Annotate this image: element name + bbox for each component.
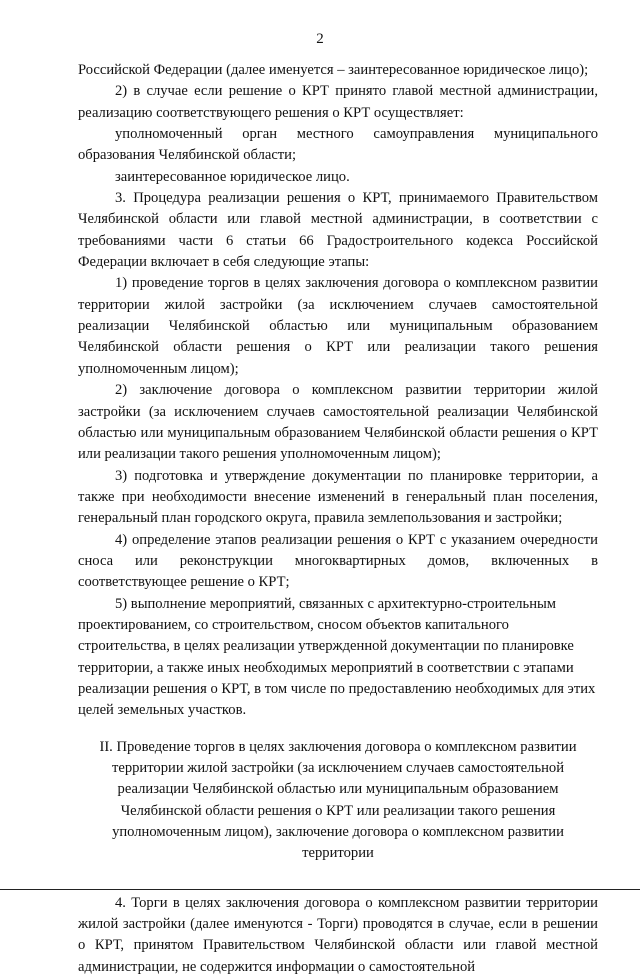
page-bottom-border — [0, 889, 640, 890]
document-body — [78, 60, 598, 978]
paragraph-section-4: 4. Торги в целях заключения договора о комплексном развитии территории жилой застройки (далее именуются - Торги) проводятся в случае, если в решении о КРТ, принятом Правительством Челябинской области или главой местной администрации, не содержится информации о самостоятельной — [78, 894, 598, 975]
paragraph-8: 3) подготовка и утверждение документации по планировке территории, а также при необходимости внесение изменений в генеральный план поселения, генеральный план городского округа, правила землепользования и застройки; — [78, 467, 598, 527]
paragraph-6: 1) проведение торгов в целях заключения договора о комплексном развитии территории жилой застройки (за исключением случаев самостоятельной реализации Челябинской областью или муниципальным образованием Челябинской области решения о КРТ или реализации такого решения уполномоченным лицом); — [78, 275, 598, 377]
section-heading: II. Проведение торгов в целях заключения договора о комплексном развитии территории жилой застройки (за исключением случаев самостоятельной реализации Челябинской областью или муниципальным образованием Челябинской области решения о КРТ или реализации такого решения уполномоченным лицом), заключение договора о комплексном развитии территории — [99, 738, 577, 862]
paragraph-4: заинтересованное юридическое лицо. — [115, 168, 350, 185]
paragraph-2: 2) в случае если решение о КРТ принято главой местной администрации, реализацию соответствующего решения о КРТ осуществляет: — [78, 83, 598, 121]
page-number: 2 — [316, 31, 324, 47]
paragraph-9: 4) определение этапов реализации решения о КРТ с указанием очередности сноса или реконструкции многоквартирных домов, включенных в соответствующее решение о КРТ; — [78, 531, 598, 591]
paragraph-5: 3. Процедура реализации решения о КРТ, принимаемого Правительством Челябинской области или главой местной администрации, в соответствии с требованиями части 6 статьи 66 Градостроительного кодекса Российской Федерации включает в себя следующие этапы: — [78, 190, 598, 271]
paragraph-1: Российской Федерации (далее именуется – заинтересованное юридическое лицо); — [78, 62, 589, 78]
paragraph-10: 5) выполнение мероприятий, связанных с архитектурно-строительным проектированием, со строительством, сносом объектов капитального строительства, в целях реализации утвержденной документации по планировке территории, а также иных необходимых мероприятий в соответствии с этапами реализации решения о КРТ, в том числе по предоставлению необходимых для этих целей земельных участков. — [78, 595, 596, 719]
paragraph-7: 2) заключение договора о комплексном развитии территории жилой застройки (за исключением случаев самостоятельной реализации Челябинской областью или муниципальным образованием Челябинской области решения о КРТ или реализации такого решения уполномоченным лицом); — [78, 382, 598, 463]
paragraph-3: уполномоченный орган местного самоуправления муниципального образования Челябинской области; — [78, 126, 598, 164]
